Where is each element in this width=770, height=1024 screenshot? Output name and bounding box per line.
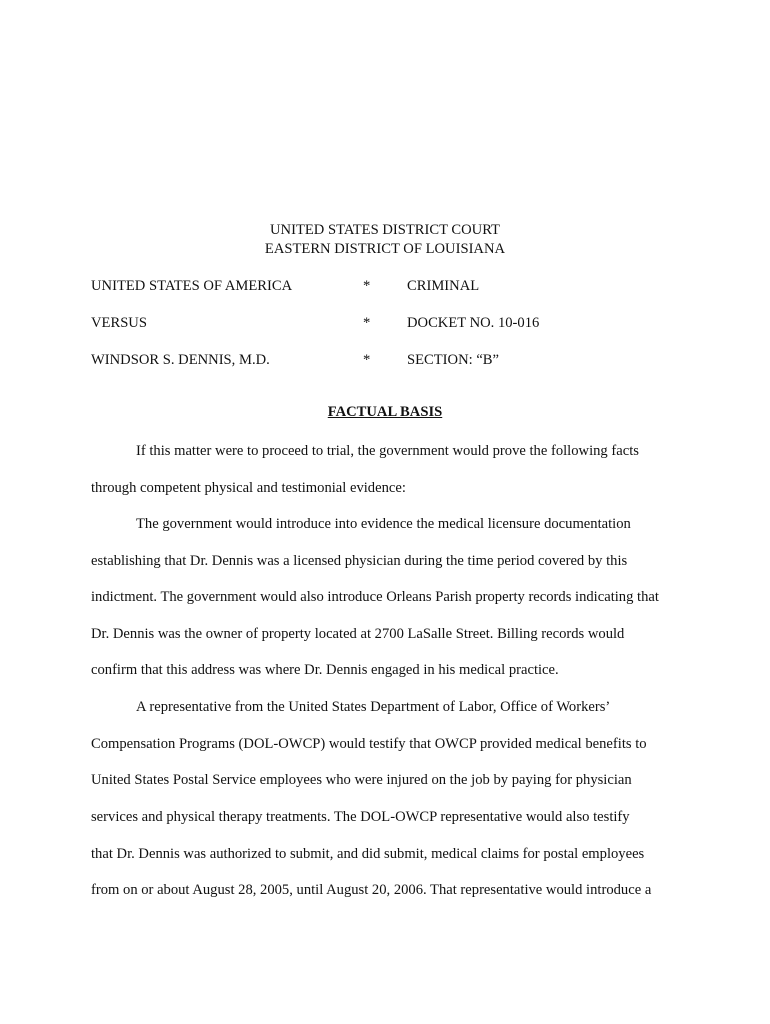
caption-asterisk: *	[363, 315, 371, 331]
body-line: Dr. Dennis was the owner of property located at 2700 LaSalle Street. Billing records would	[91, 626, 625, 642]
body-line: If this matter were to proceed to trial, the government would prove the following facts	[136, 443, 639, 459]
caption-asterisk: *	[363, 352, 371, 368]
court-header	[0, 221, 770, 259]
section-label: SECTION: “B”	[407, 352, 500, 368]
docket-number: DOCKET NO. 10-016	[407, 315, 540, 331]
caption-asterisk: *	[363, 278, 371, 294]
case-type: CRIMINAL	[407, 278, 480, 294]
versus-label: VERSUS	[91, 315, 147, 331]
document-title: FACTUAL BASIS	[327, 404, 443, 420]
body-line: establishing that Dr. Dennis was a licensed physician during the time period covered by this	[91, 553, 628, 569]
caption-row-defendant	[91, 352, 691, 372]
body-line: Compensation Programs (DOL-OWCP) would testify that OWCP provided medical benefits to	[91, 736, 647, 752]
body-line: United States Postal Service employees who were injured on the job by paying for physician	[91, 772, 632, 788]
body-line: A representative from the United States Department of Labor, Office of Workers’	[136, 699, 611, 715]
body-line: indictment. The government would also introduce Orleans Parish property records indicating that	[91, 589, 659, 605]
body-line: services and physical therapy treatments. The DOL-OWCP representative would also testify	[91, 809, 630, 825]
caption-row-parties	[91, 278, 691, 298]
plaintiff: UNITED STATES OF AMERICA	[91, 278, 293, 294]
defendant: WINDSOR S. DENNIS, M.D.	[91, 352, 270, 368]
district-name: EASTERN DISTRICT OF LOUISIANA	[264, 241, 506, 257]
body-line: through competent physical and testimonial evidence:	[91, 480, 406, 496]
caption-row-versus	[91, 315, 691, 335]
body-line: confirm that this address was where Dr. Dennis engaged in his medical practice.	[91, 662, 559, 678]
court-name: UNITED STATES DISTRICT COURT	[270, 222, 500, 238]
body-line: The government would introduce into evidence the medical licensure documentation	[136, 516, 631, 532]
body-line: that Dr. Dennis was authorized to submit, and did submit, medical claims for postal employees	[91, 846, 645, 862]
body-line: from on or about August 28, 2005, until August 20, 2006. That representative would introduce a	[91, 882, 652, 898]
